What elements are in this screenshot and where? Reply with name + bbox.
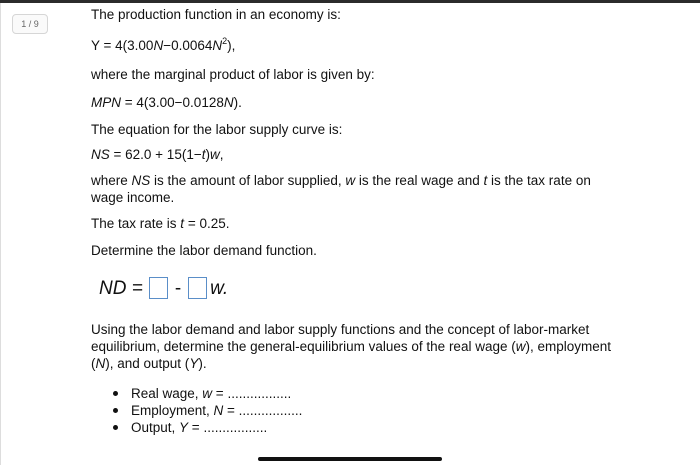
ns-definition: where NS is the amount of labor supplied, w is the real wage and t is the tax rate on wage income. — [91, 173, 591, 205]
minus-sign: - — [174, 277, 182, 299]
equilibrium-prompt: Using the labor demand and labor supply functions and the concept of labor-market equilibrium, determine the general-equilibrium values of the real wage (w), employment (N), and output (Y). — [91, 322, 612, 371]
tax-rate-statement: The tax rate is t = 0.25. — [91, 216, 230, 231]
mpn-equation: MPN = 4(3.00−0.0128N). — [91, 95, 242, 110]
determine-demand-prompt: Determine the labor demand function. — [91, 243, 317, 258]
nd-label: ND = — [99, 277, 143, 299]
ns-equation: NS = 62.0 + 15(1−t)w, — [91, 147, 224, 162]
mpn-intro: where the marginal product of labor is given by: — [91, 67, 375, 82]
production-intro: The production function in an economy is: — [91, 7, 341, 22]
intercept-answer-box[interactable] — [149, 277, 168, 299]
ns-intro: The equation for the labor supply curve is: — [91, 122, 343, 137]
slope-answer-box[interactable] — [188, 277, 207, 299]
list-item-real-wage: Real wage, w = ................. — [111, 385, 302, 402]
labor-demand-equation — [99, 277, 228, 299]
production-equation: $Y = 4(3.00N-0.0064N^2)$, — [91, 36, 236, 53]
wage-variable: w. — [210, 277, 229, 299]
page-counter: 1 / 9 — [12, 14, 48, 34]
output-answer-blank[interactable]: ................. — [203, 420, 268, 435]
real-wage-answer-blank[interactable]: ................. — [227, 386, 292, 401]
employment-answer-blank[interactable]: ................. — [238, 403, 303, 418]
list-item-output: Output, Y = ................. — [111, 419, 302, 436]
answer-list — [111, 385, 302, 436]
list-item-employment: Employment, N = ................. — [111, 402, 302, 419]
home-indicator[interactable] — [258, 457, 442, 461]
